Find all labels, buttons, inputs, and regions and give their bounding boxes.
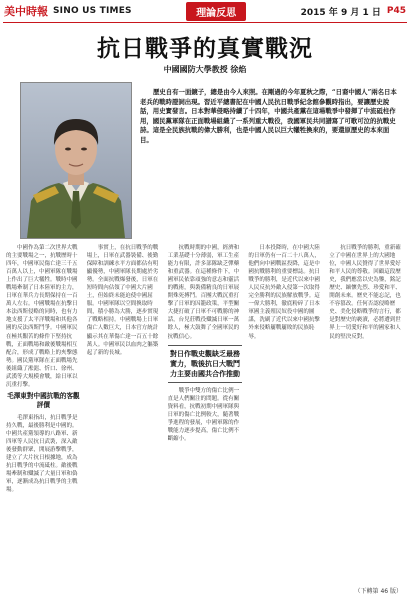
page-number: P45 — [386, 6, 406, 16]
paragraph: 抗戰時期的中國，經濟和工業基礎十分薄弱，軍工生產能力有限，許多部隊缺乏彈藥和重武器。在這種條件下，中國軍民依靠頑強的意志和靈活的戰術，與裝備精良的日軍展開殊死搏鬥。百團大戰沉重打擊了日軍的囚籠政策，平型關大捷打破了日軍不可戰勝的神話，台兒莊戰役殲滅日軍一萬餘人，極大鼓舞了全國軍民的抗戰信心。 — [167, 245, 240, 340]
paragraph: 日本投降時，在中國大陸的日軍仍有一百二十八萬人，他們向中國戰區投降，這是中國抗戰勝利的重要標誌。抗日戰爭的勝利，是近代以來中國人民反抗外敵入侵第一次取得完全勝利的民族解放戰爭。這一偉大勝利，徹底粉碎了日本軍國主義殖民奴役中國的圖謀，洗刷了近代以來中國抗擊外來侵略屢戰屢敗的民族恥辱。 — [248, 245, 320, 340]
column-2 — [87, 244, 162, 584]
article-intro: 歷史自有一面鏡子，總是由今人來照。在剛過的今年夏秋之際，“日裔中國人”兩名日本老兵的戰時證詞出現。習近平總書記在中國人民抗日戰爭紀念館參觀時指出，要讓歷史說話，用史實發言。日本對華侵略持續了十四年，中國共產黨在這場戰爭中發揮了中流砥柱作用，國民黨軍隊在正面戰場組織了一系列重大戰役，我國軍民共同譜寫了可歌可泣的抗戰史詩。這是全民族抗戰的偉大勝利，也是中國人民以巨大犧牲換來的，要還原歷史的本來面目。 — [140, 88, 397, 144]
portrait-image — [21, 83, 131, 238]
column-1 — [6, 244, 81, 584]
issue-date: 2015 年 9 月 1 日 — [300, 7, 381, 18]
paper-name-en: SINO US TIMES — [53, 6, 132, 16]
paragraph: 中國作為第二次世界大戰的主要戰場之一，抗戰歷時十四年，中國軍民傷亡達三千五百萬人以上，中國軍隊在戰場上作出了巨大犧牲。戰時中國戰場牽制了日本陸軍的主力，日軍在華兵力長期保持在一百萬人左右。中國戰場在抗擊日本法西斯侵略的同時，也有力地支援了太平洋戰場和其他各國的反法西斯鬥爭。中國軍民在極其艱苦的條件下堅持抗戰，正面戰場和敵後戰場相互配合，形成了戰略上的夾擊態勢。國民黨軍隊在正面戰場先後組織了淞滬、忻口、徐州、武漢等大規模會戰，給日軍以沉重打擊。 — [6, 245, 78, 388]
column-4 — [248, 244, 323, 584]
paragraph: 毛澤東指出，抗日戰爭是持久戰，最後勝利是中國的。中國共產黨領導的八路軍、新四軍等人民抗日武裝，深入敵後發動群眾，開展游擊戰爭，建立了大片抗日根據地，成為抗日戰爭的中流砥柱。敵後戰場牽制和殲滅了大量日軍和偽軍，逐漸成為抗日戰爭的主戰場。 — [6, 414, 78, 494]
column-3 — [168, 244, 243, 584]
continued-note: （下轉第 46 版） — [354, 588, 402, 595]
paper-name-cn: 美中時報 — [4, 5, 48, 18]
author-portrait — [20, 82, 132, 239]
headline: 抗日戰爭的真實戰況 — [97, 35, 313, 62]
paragraph: 抗日戰爭的勝利，重新確立了中國在世界上的大國地位，中國人民贊得了世界愛好和平人民的尊敬。回顧這段歷史，我們應當以史為鑒，銘記歷史、緬懷先烈、珍愛和平、開創未來。歷史不能忘記，也不容篡改。任何否認侵略歷史、美化侵略戰爭的言行，都是對歷史的褻瀆，必將遭到世界上一切愛好和平的國家和人民的堅決反對。 — [329, 245, 401, 340]
column-5 — [329, 244, 404, 584]
byline: 中國國防大學教授 徐焰 — [163, 65, 247, 74]
header-rule — [3, 22, 407, 23]
masthead — [0, 0, 410, 22]
section-tag: 理論反思 — [186, 2, 246, 21]
pull-quote: 對日作戰史觀缺乏最務實力，戰後抗日大戰鬥力主要由國共合作推動 — [168, 345, 243, 383]
paragraph: 戰爭中雙方的傷亡比例一直是人們關注的問題。從有關資料看，抗戰初期中國軍隊與日軍的傷亡比例較大，隨著戰爭進程的發展，中國軍隊的作戰能力逐步提高，傷亡比例不斷縮小。 — [167, 387, 240, 442]
masthead-left — [0, 3, 132, 19]
article-body — [6, 244, 404, 584]
masthead-right — [301, 5, 410, 18]
paragraph: 事實上，在抗日戰爭的戰場上，日軍在武器裝備、後勤保障和訓練水平方面都佔有明顯優勢，中國軍隊長期處於劣勢。全面抗戰爆發後，日軍在短時間內佔領了中國大片國土，但始終未能迫使中國屈服。中國軍隊以空間換取時間，積小勝為大勝，逐步實現了戰略相持。中國戰場上日軍傷亡人數巨大，日本官方統計顯示其在華傷亡達一百五十餘萬人。中國軍民以血肉之軀築起了新的長城。 — [86, 245, 159, 356]
subheading: 毛澤東對中國抗戰的客觀評價 — [7, 391, 80, 409]
